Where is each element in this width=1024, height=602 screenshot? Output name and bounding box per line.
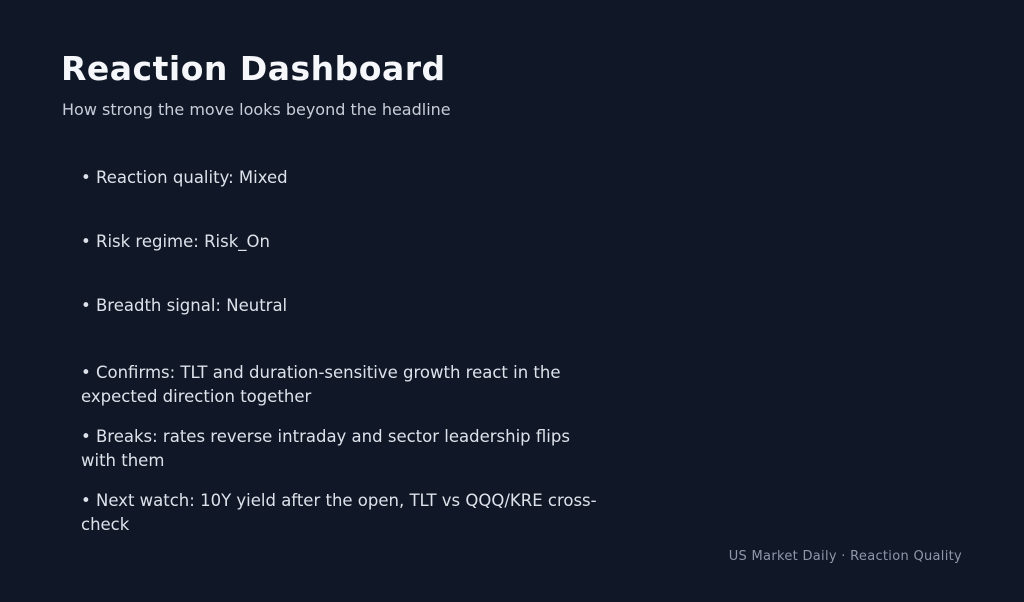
bullet-line-continuation: expected direction together (81, 386, 312, 406)
bullet-line: • Breadth signal: Neutral (81, 296, 288, 315)
page-title: Reaction Dashboard (61, 49, 446, 88)
bullet-item-reaction-quality (81, 166, 771, 190)
bullet-item-risk-regime (81, 230, 771, 254)
bullet-line-continuation: with them (81, 450, 165, 470)
bullet-line: • Confirms: TLT and duration-sensitive growth react in the (81, 363, 561, 382)
bullet-item-breaks (81, 425, 771, 472)
bullet-item-next-watch (81, 489, 771, 536)
page-subtitle: How strong the move looks beyond the headline (62, 100, 451, 119)
bullet-item-breadth-signal (81, 294, 771, 318)
bullet-line: • Next watch: 10Y yield after the open, TLT vs QQQ/KRE cross- (81, 491, 597, 510)
bullet-line-continuation: check (81, 514, 130, 534)
footer-caption: US Market Daily · Reaction Quality (728, 549, 962, 564)
bullet-line: • Reaction quality: Mixed (81, 168, 288, 187)
bullet-line: • Risk regime: Risk_On (81, 232, 270, 251)
bullet-line: • Breaks: rates reverse intraday and sector leadership flips (81, 427, 570, 446)
bullet-item-confirms (81, 361, 771, 408)
